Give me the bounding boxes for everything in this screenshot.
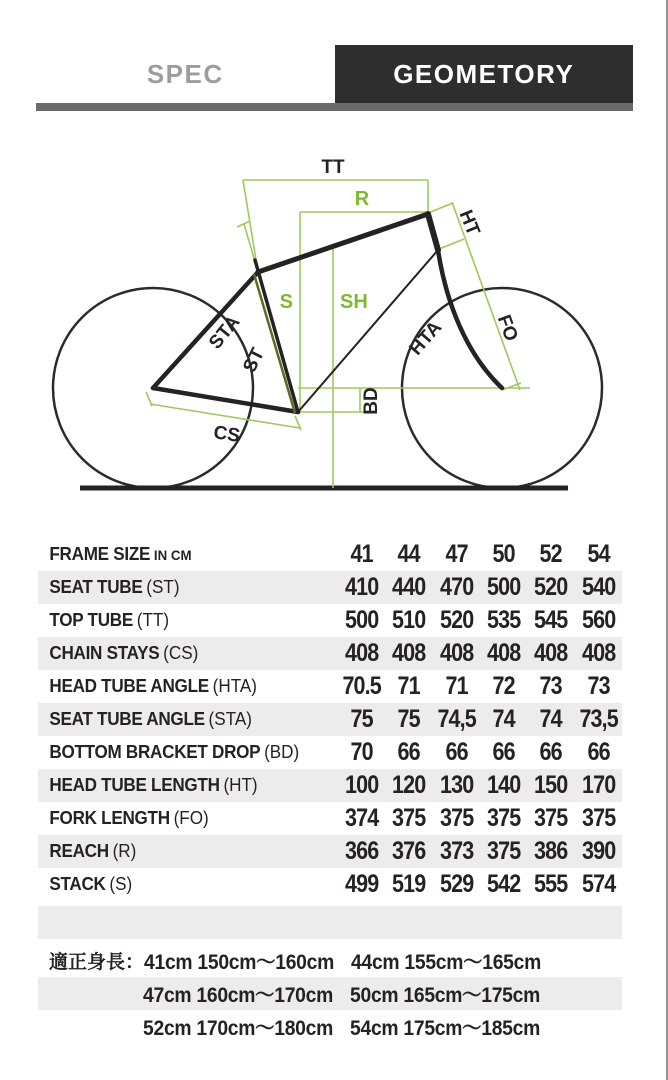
cell-value: 375 bbox=[581, 804, 615, 832]
cell-value: 408 bbox=[345, 639, 379, 667]
row-label-text: SEAT TUBE bbox=[49, 577, 143, 597]
cell-value: 408 bbox=[486, 639, 521, 667]
cell-value: 440 bbox=[392, 573, 426, 601]
tab-bar bbox=[36, 45, 633, 103]
row-values bbox=[338, 573, 622, 602]
geometry-table bbox=[38, 538, 622, 901]
cell-value: 66 bbox=[397, 738, 421, 766]
cell-value: 373 bbox=[439, 837, 473, 865]
row-label-text: BOTTOM BRACKET DROP bbox=[49, 742, 261, 762]
row-label-text: CHAIN STAYS bbox=[49, 643, 160, 663]
cell-value: 510 bbox=[392, 606, 426, 634]
cell-value: 500 bbox=[486, 573, 521, 601]
cell-value: 535 bbox=[486, 606, 521, 634]
label-ht: HT bbox=[454, 207, 484, 239]
cell-value: 529 bbox=[439, 870, 473, 898]
cell-value: 100 bbox=[345, 771, 379, 799]
label-sh: SH bbox=[340, 291, 368, 313]
row-values bbox=[338, 705, 622, 734]
cell-value: 390 bbox=[581, 837, 615, 865]
row-label-suffix: (TT) bbox=[136, 610, 170, 630]
cell-value: 375 bbox=[486, 804, 521, 832]
cell-value: 574 bbox=[581, 870, 615, 898]
height-row bbox=[38, 944, 622, 977]
cell-value: 130 bbox=[439, 771, 473, 799]
table-row bbox=[38, 703, 622, 736]
cell-value: 408 bbox=[534, 639, 568, 667]
cell-value: 70 bbox=[350, 738, 373, 766]
label-st: ST bbox=[239, 344, 269, 377]
row-label bbox=[38, 742, 323, 763]
cell-value: 54 bbox=[587, 540, 610, 568]
fork bbox=[438, 250, 502, 388]
label-r: R bbox=[354, 188, 370, 210]
cell-value: 408 bbox=[439, 639, 473, 667]
row-label-text: STACK bbox=[49, 874, 106, 894]
tab-spec[interactable]: SPEC bbox=[36, 45, 335, 103]
cell-value: 120 bbox=[392, 771, 426, 799]
row-label-text: HEAD TUBE ANGLE bbox=[49, 676, 209, 696]
label-bd: BD bbox=[361, 387, 382, 415]
cell-value: 66 bbox=[539, 738, 563, 766]
cell-value: 408 bbox=[581, 639, 615, 667]
row-label-text: HEAD TUBE LENGTH bbox=[49, 775, 220, 795]
table-row bbox=[38, 736, 622, 769]
cell-value: 70.5 bbox=[342, 672, 381, 700]
cell-value: 74 bbox=[492, 705, 515, 733]
table-row bbox=[38, 835, 622, 868]
row-label bbox=[38, 577, 323, 598]
size-height-pair: 44cm 155cm〜165cm bbox=[350, 950, 541, 974]
cell-value: 52 bbox=[539, 540, 563, 568]
cell-value: 71 bbox=[445, 672, 468, 700]
table-row bbox=[38, 538, 622, 571]
cell-value: 410 bbox=[345, 573, 379, 601]
table-row bbox=[38, 868, 622, 901]
table-row bbox=[38, 604, 622, 637]
table-row bbox=[38, 769, 622, 802]
cell-value: 73 bbox=[587, 672, 610, 700]
seat-tube bbox=[255, 260, 298, 412]
row-label-text: FRAME SIZE bbox=[49, 544, 151, 564]
cell-value: 44 bbox=[397, 540, 421, 568]
row-label-suffix: (S) bbox=[109, 874, 133, 894]
cell-value: 375 bbox=[392, 804, 426, 832]
tab-bar-shadow bbox=[36, 103, 633, 111]
cell-value: 376 bbox=[392, 837, 426, 865]
cell-value: 542 bbox=[486, 870, 521, 898]
cell-value: 66 bbox=[492, 738, 515, 766]
row-label bbox=[38, 874, 323, 895]
cell-value: 150 bbox=[534, 771, 568, 799]
row-label-suffix: (HT) bbox=[223, 775, 258, 795]
height-row bbox=[38, 1010, 622, 1043]
cell-value: 72 bbox=[492, 672, 515, 700]
height-row bbox=[38, 977, 622, 1010]
cell-value: 75 bbox=[350, 705, 373, 733]
cell-value: 47 bbox=[445, 540, 468, 568]
recommended-height-section bbox=[38, 944, 622, 1043]
cell-value: 499 bbox=[345, 870, 379, 898]
bike-frame bbox=[153, 214, 502, 415]
cell-value: 540 bbox=[581, 573, 615, 601]
row-label-suffix: (ST) bbox=[146, 577, 180, 597]
row-values bbox=[338, 738, 622, 767]
cell-value: 375 bbox=[534, 804, 568, 832]
row-label-suffix: (STA) bbox=[208, 709, 252, 729]
row-label-suffix: (R) bbox=[112, 841, 137, 861]
row-label bbox=[38, 610, 323, 631]
cell-value: 74,5 bbox=[437, 705, 476, 733]
row-label bbox=[38, 775, 323, 796]
row-label-suffix: (FO) bbox=[173, 808, 209, 828]
cell-value: 71 bbox=[397, 672, 421, 700]
row-values bbox=[338, 804, 622, 833]
row-label-text: FORK LENGTH bbox=[49, 808, 170, 828]
label-fo: FO bbox=[492, 312, 522, 345]
cell-value: 408 bbox=[392, 639, 426, 667]
row-values bbox=[338, 771, 622, 800]
cell-value: 375 bbox=[486, 837, 521, 865]
row-label bbox=[38, 709, 323, 730]
cell-value: 470 bbox=[439, 573, 473, 601]
row-label-suffix: (CS) bbox=[163, 643, 199, 663]
row-label bbox=[38, 841, 323, 862]
row-values bbox=[338, 672, 622, 701]
table-row bbox=[38, 637, 622, 670]
bike-geometry-diagram bbox=[0, 140, 668, 510]
empty-band bbox=[38, 906, 622, 939]
head-tube bbox=[428, 214, 438, 250]
cell-value: 555 bbox=[534, 870, 568, 898]
row-label-text: REACH bbox=[49, 841, 109, 861]
row-values bbox=[338, 870, 622, 899]
table-row bbox=[38, 670, 622, 703]
row-label-text: SEAT TUBE ANGLE bbox=[49, 709, 205, 729]
cell-value: 75 bbox=[397, 705, 421, 733]
label-hta: HTA bbox=[405, 317, 447, 360]
tab-geometry[interactable]: GEOMETORY bbox=[335, 45, 634, 103]
cell-value: 74 bbox=[539, 705, 563, 733]
size-height-pair: 54cm 175cm〜185cm bbox=[349, 1016, 540, 1040]
cell-value: 374 bbox=[345, 804, 379, 832]
row-label bbox=[38, 676, 323, 697]
row-values bbox=[338, 540, 622, 569]
cell-value: 520 bbox=[439, 606, 473, 634]
row-label bbox=[38, 544, 323, 565]
size-height-pair: 41cm 150cm〜160cm bbox=[144, 950, 335, 974]
cell-value: 560 bbox=[581, 606, 615, 634]
height-label: 適正身長： bbox=[49, 952, 145, 973]
row-label-suffix: IN CM bbox=[153, 547, 192, 563]
row-label-suffix: (HTA) bbox=[212, 676, 257, 696]
cell-value: 500 bbox=[345, 606, 379, 634]
row-label bbox=[38, 808, 323, 829]
cell-value: 386 bbox=[534, 837, 568, 865]
cell-value: 170 bbox=[581, 771, 615, 799]
label-sta: STA bbox=[205, 311, 245, 354]
row-label bbox=[38, 643, 323, 664]
size-height-pair: 50cm 165cm〜175cm bbox=[349, 983, 540, 1007]
cell-value: 366 bbox=[345, 837, 379, 865]
cell-value: 73,5 bbox=[579, 705, 618, 733]
label-tt: TT bbox=[321, 157, 345, 178]
cell-value: 375 bbox=[439, 804, 473, 832]
label-s: S bbox=[279, 291, 293, 313]
cell-value: 50 bbox=[492, 540, 515, 568]
size-height-pair: 47cm 160cm〜170cm bbox=[143, 983, 334, 1007]
cell-value: 519 bbox=[392, 870, 426, 898]
cell-value: 66 bbox=[445, 738, 468, 766]
cell-value: 66 bbox=[587, 738, 610, 766]
cell-value: 520 bbox=[534, 573, 568, 601]
table-row bbox=[38, 802, 622, 835]
cell-value: 545 bbox=[534, 606, 568, 634]
row-values bbox=[338, 606, 622, 635]
row-label-suffix: (BD) bbox=[264, 742, 300, 762]
row-values bbox=[338, 837, 622, 866]
row-label-text: TOP TUBE bbox=[49, 610, 133, 630]
row-values bbox=[338, 639, 622, 668]
table-row bbox=[38, 571, 622, 604]
size-height-pair: 52cm 170cm〜180cm bbox=[143, 1016, 334, 1040]
cell-value: 140 bbox=[486, 771, 521, 799]
cell-value: 41 bbox=[350, 540, 373, 568]
label-cs: CS bbox=[212, 422, 242, 447]
cell-value: 73 bbox=[539, 672, 563, 700]
top-tube bbox=[258, 214, 428, 272]
